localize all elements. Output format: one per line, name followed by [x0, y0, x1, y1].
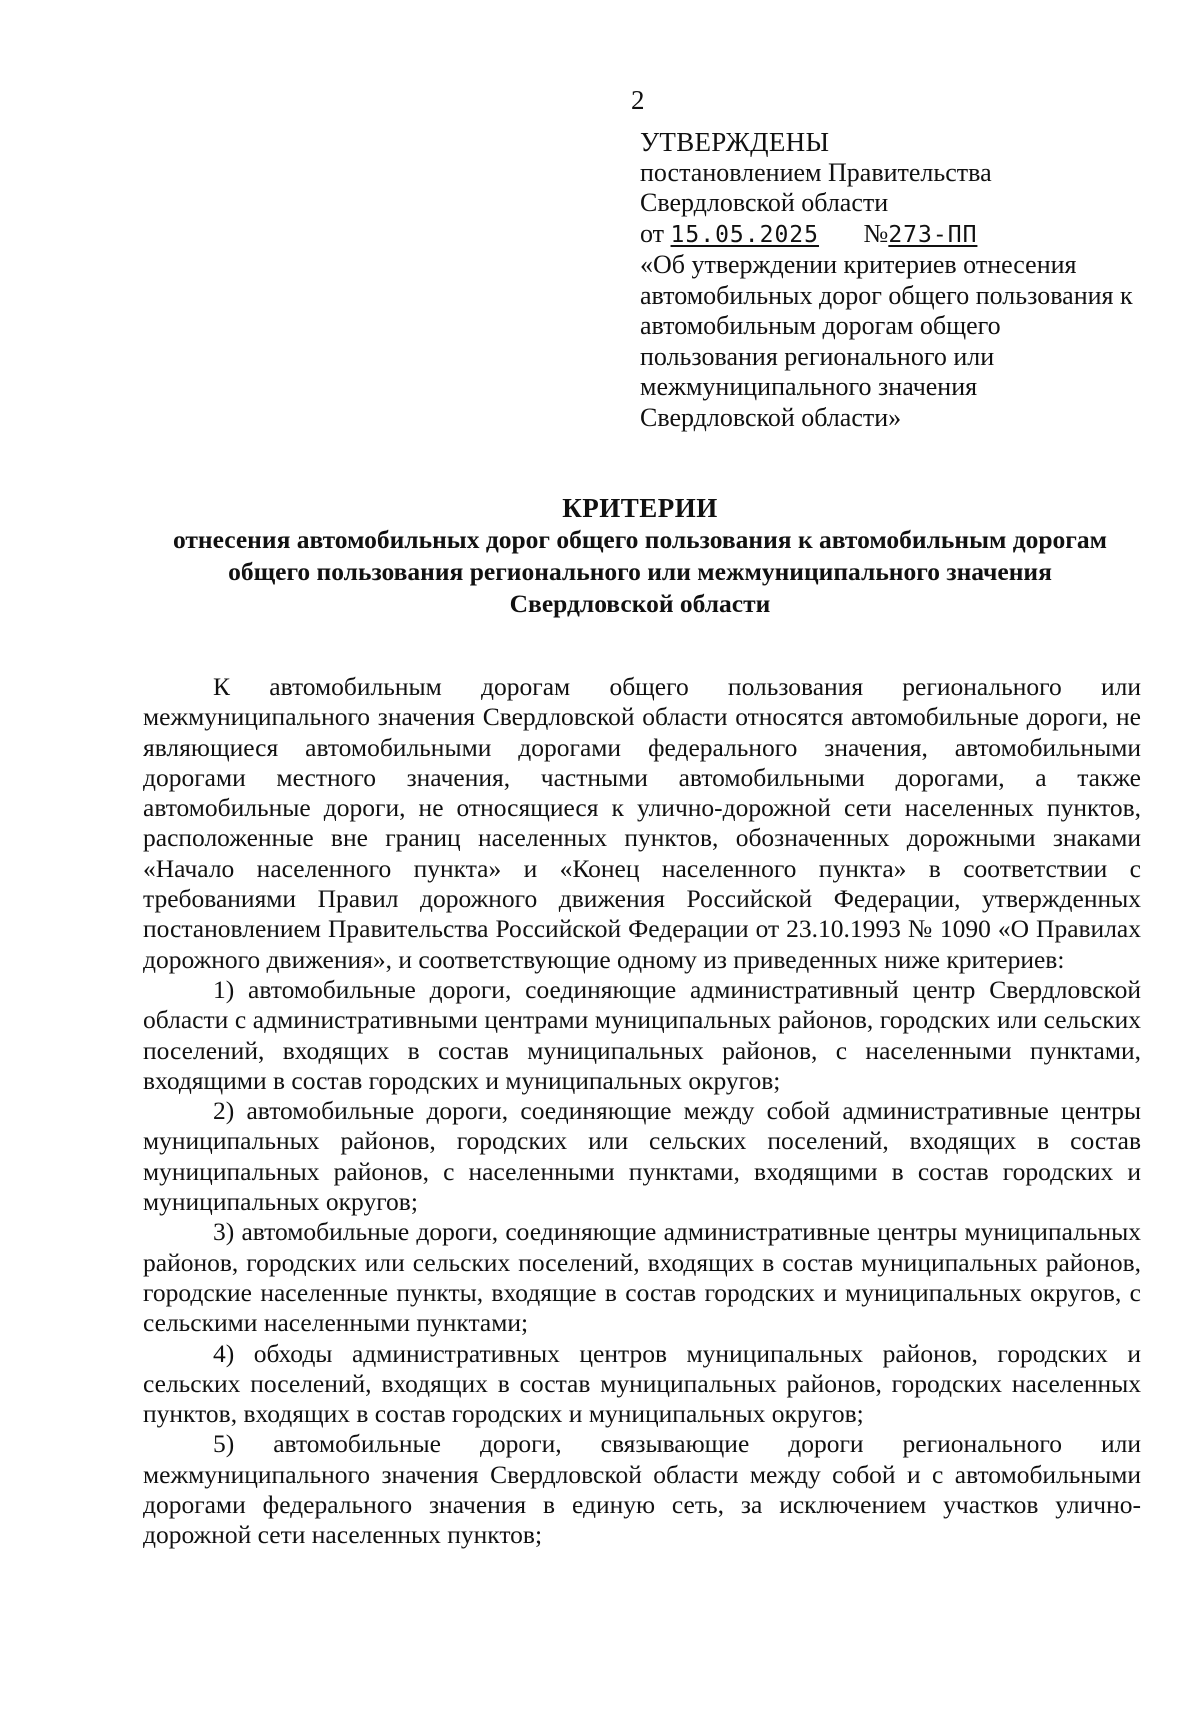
document-heading [140, 492, 1140, 620]
intro-paragraph: К автомобильным дорогам общего пользования регионального или межмуниципального значения Свердловской области относятся автомобильные дороги, не являющиеся автомобильными дорогами федерального значения, автомобильными дорогами местного значения, частными автомобильными дорогами, а также автомобильные дороги, не относящиеся к улично-дорожной сети населенных пунктов, расположенные вне границ населенных пунктов, обозначенных дорожными знаками «Начало населенного пункта» и «Конец населенного пункта» в соответствии с требованиями Правил дорожного движения Российской Федерации, утвержденных постановлением Правительства Российской Федерации от 23.10.1993 № 1090 «О Правилах дорожного движения», и соответствующие одному из приведенных ниже критериев: [143, 672, 1141, 974]
heading-title: КРИТЕРИИ [562, 493, 718, 523]
approval-subject-line: Свердловской области» [640, 402, 902, 432]
approval-subject-line: межмуниципального значения [640, 372, 978, 401]
heading-subtitle-line: Свердловской области [509, 589, 771, 618]
approval-subject-line: автомобильных дорог общего пользования к [640, 280, 1133, 310]
criterion-item-2: 2) автомобильные дороги, соединяющие между собой административные центры муниципальных районов, городских или сельских поселений, входящих в состав муниципальных районов, с населенными пунктами, входящими в состав городских и муниципальных округов; [143, 1096, 1141, 1217]
criterion-item-4: 4) обходы административных центров муниципальных районов, городских и сельских поселений, входящих в состав муниципальных районов, городских населенных пунктов, входящих в состав городских и муниципальных округов; [143, 1338, 1141, 1429]
approval-title: УТВЕРЖДЕНЫ [640, 127, 830, 157]
date-prefix: от [640, 218, 665, 248]
approval-line-2: Свердловской области [640, 188, 889, 217]
approval-date-line [640, 219, 1160, 251]
approval-subject-line: пользования регионального или [640, 341, 995, 371]
criterion-item-5: 5) автомобильные дороги, связывающие дороги регионального или межмуниципального значения Свердловской области между собой и с автомобильными дорогами федерального значения в единую сеть, за исключением участков улично-дорожной сети населенных пунктов; [143, 1429, 1141, 1550]
heading-subtitle-line: отнесения автомобильных дорог общего пользования к автомобильным дорогам [172, 525, 1108, 554]
criterion-item-1: 1) автомобильные дороги, соединяющие административный центр Свердловской области с административными центрами муниципальных районов, городских или сельских поселений, входящих в состав муниципальных районов, с населенными пунктами, входящими в состав городских и муниципальных округов; [143, 974, 1141, 1095]
criterion-item-3: 3) автомобильные дороги, соединяющие административные центры муниципальных районов, городских или сельских поселений, входящих в состав муниципальных районов, городские населенные пункты, входящие в состав городских и муниципальных округов, с сельскими населенными пунктами; [143, 1217, 1141, 1338]
approval-line-1: постановлением Правительства [640, 157, 992, 187]
number-sign: № [863, 218, 889, 248]
heading-subtitle-line: общего пользования регионального или межмуниципального значения [228, 557, 1052, 586]
page-number: 2 [631, 85, 645, 115]
approval-stamp [640, 127, 1160, 433]
approval-subject-line: автомобильным дорогам общего [640, 311, 1001, 340]
approval-number: 273-ПП [888, 221, 978, 248]
approval-subject-line: «Об утверждении критериев отнесения [640, 250, 1077, 279]
document-body [143, 672, 1141, 1551]
approval-date: 15.05.2025 [670, 221, 820, 248]
